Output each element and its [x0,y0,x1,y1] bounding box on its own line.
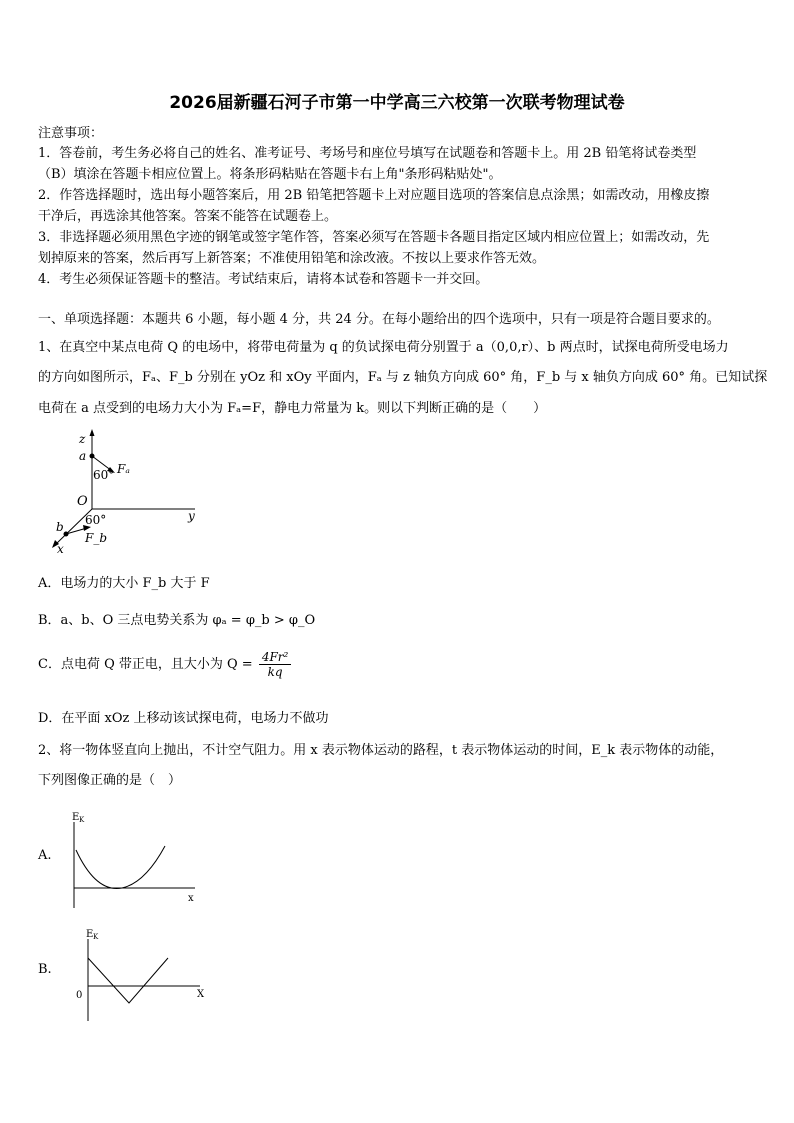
z-axis-label: z [79,432,86,446]
graph-b [70,925,220,1025]
notice-line: 2．作答选择题时，选出每小题答案后，用 2B 铅笔把答题卡上对应题目选项的答案信息点涂黑；如需改动，用橡皮擦 [38,188,710,203]
graph-b-ysub: K [93,933,99,941]
point-a-label: a [79,449,87,463]
option-b: B．a、b、O 三点电势关系为 φₐ = φ_b > φ_O [38,613,316,628]
section-heading: 一、单项选择题：本题共 6 小题，每小题 4 分，共 24 分。在每小题给出的四个选项中，只有一项是符合题目要求的。 [38,312,720,327]
notice-line: 1．答卷前，考生务必将自己的姓名、准考证号、考场号和座位号填写在试题卷和答题卡上。用 2B 铅笔将试卷类型 [38,146,697,161]
option-c [38,650,291,679]
question-1-figure [45,425,215,560]
angle-b-label: 60° [85,513,107,527]
notice-line: 4．考生必须保证答题卡的整洁。考试结束后，请将本试卷和答题卡一并交回。 [38,272,489,287]
question-1-text: 1、在真空中某点电荷 Q 的电场中，将带电荷量为 q 的负试探电荷分别置于 a（0,0,r）、b 两点时，试探电荷所受电场力 [38,340,729,355]
graph-a-ylabel: E [72,812,80,823]
page-title: 2026届新疆石河子市第一中学高三六校第一次联考物理试卷 [169,93,625,113]
option-a: A．电场力的大小 F_b 大于 F [38,576,210,591]
option-c-fraction [259,650,292,679]
option-c-text: C．点电荷 Q 带正电，且大小为 Q = [38,657,253,672]
option-d: D．在平面 xOz 上移动该试探电荷，电场力不做功 [38,711,329,726]
graph-b-ylabel: E [86,929,94,940]
question-2-text: 下列图像正确的是（ ） [38,773,182,788]
notice-line: （B）填涂在答题卡相应位置上。将条形码粘贴在答题卡右上角"条形码粘贴处"。 [38,167,502,182]
question-1-text: 的方向如图所示，Fₐ、F_b 分别在 yOz 和 xOy 平面内，Fₐ 与 z 轴负方向成 60° 角，F_b 与 x 轴负方向成 60° 角。已知试探 [38,370,768,385]
graph-a-ysub: K [79,816,85,824]
x-axis-label: x [57,542,64,556]
fraction-denominator: kq [267,665,283,679]
question-1-text: 电荷在 a 点受到的电场力大小为 Fₐ=F，静电力常量为 k。则以下判断正确的是（ ） [38,401,547,416]
graph-b-xlabel: X [197,989,205,1000]
notice-line: 干净后，再选涂其他答案。答案不能答在试题卷上。 [38,209,338,224]
notice-line: 3．非选择题必须用黑色字迹的钢笔或签字笔作答，答案必须写在答题卡各题目指定区域内相应位置上；如需改动，先 [38,230,710,245]
graph-b-origin: 0 [76,990,83,1001]
fraction-numerator: 4Fr² [259,650,292,665]
graph-b-label: B. [38,962,52,977]
force-a-label: Fₐ [117,462,130,476]
graph-a [60,808,210,913]
y-axis-label: y [188,509,195,523]
graph-a-xlabel: x [188,893,194,904]
graph-a-label: A. [38,848,52,863]
notice-line: 划掉原来的答案，然后再写上新答案；不准使用铅笔和涂改液。不按以上要求作答无效。 [38,251,546,266]
question-2-text: 2、将一物体竖直向上抛出，不计空气阻力。用 x 表示物体运动的路程，t 表示物体运动的时间，E_k 表示物体的动能， [38,743,724,758]
force-b-label: F_b [85,531,108,545]
notice-heading: 注意事项： [38,126,104,141]
point-b-label: b [56,520,64,534]
origin-label: O [77,494,88,509]
angle-a-label: 60° [93,468,115,482]
